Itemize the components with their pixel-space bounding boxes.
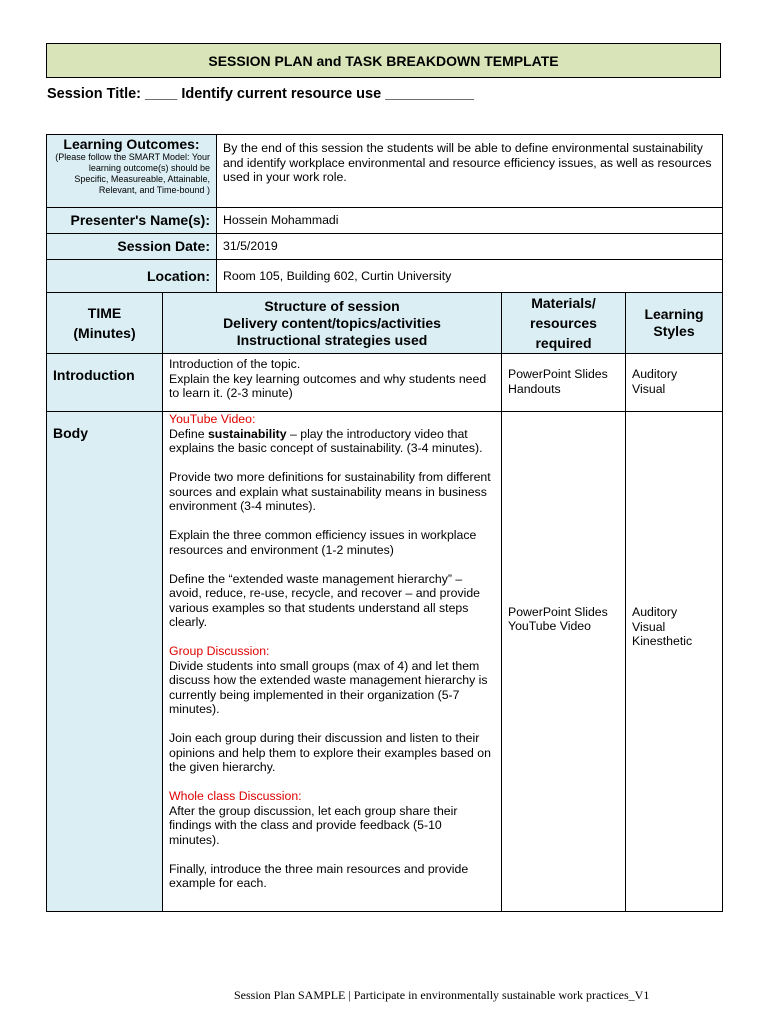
smart-model-note: (Please follow the SMART Model: Your learning outcome(s) should be Specific, Measureable, Attainable, Relevant, and Time-bound ) xyxy=(55,152,210,195)
group-discussion-heading: Group Discussion: xyxy=(169,644,270,658)
presenter-row xyxy=(47,208,723,234)
materials-header-line: Materials/ xyxy=(531,295,596,311)
presenter-label: Presenter's Name(s): xyxy=(47,208,217,234)
define-prefix: Define xyxy=(169,426,208,441)
sustainability-term: sustainability xyxy=(207,426,287,441)
styles-column-header xyxy=(626,293,723,354)
delivery-header-line: Delivery content/topics/activities xyxy=(223,314,441,331)
introduction-line-2: Explain the key learning outcomes and why students need to learn it. (2-3 minute) xyxy=(169,371,487,400)
materials-handouts: Handouts xyxy=(508,381,561,396)
learning-header-line: Learning xyxy=(644,306,704,322)
learning-outcomes-text: By the end of this session the students will be able to define environmental sustainability and identify workplace environmental and resource efficiency issues, as well as resources used in your work role. xyxy=(217,135,723,208)
youtube-video-heading: YouTube Video: xyxy=(169,412,256,426)
structure-column-header xyxy=(163,293,502,354)
presenter-value: Hossein Mohammadi xyxy=(217,208,723,234)
time-header-line: TIME xyxy=(87,304,122,321)
introduction-stage: Introduction xyxy=(47,354,163,412)
time-column-header xyxy=(47,293,163,354)
style-auditory: Auditory xyxy=(632,605,678,620)
learning-outcomes-label-cell xyxy=(47,135,217,208)
materials-column-header xyxy=(502,293,626,354)
whole-class-paragraph: After the group discussion, let each group share their findings with the class and provide feedback (5-10 minutes). xyxy=(169,803,458,847)
learning-outcomes-row xyxy=(47,135,723,208)
styles-header-line: Styles xyxy=(653,323,695,339)
learning-outcomes-label: Learning Outcomes: xyxy=(63,136,200,152)
session-date-label: Session Date: xyxy=(47,234,217,260)
structure-header-line: Structure of session xyxy=(264,297,400,314)
style-visual: Visual xyxy=(632,381,666,396)
style-kinesthetic: Kinesthetic xyxy=(632,634,693,649)
define-sustainability-paragraph xyxy=(169,427,495,456)
join-groups-paragraph: Join each group during their discussion and listen to their opinions and help them to explore their examples based on the given hierarchy. xyxy=(169,731,491,774)
style-auditory: Auditory xyxy=(632,367,678,381)
strategies-header-line: Instructional strategies used xyxy=(236,331,428,348)
location-value: Room 105, Building 602, Curtin University xyxy=(217,260,723,293)
definitions-paragraph: Provide two more definitions for sustainability from different sources and explain what sustainability means in business environment (3-4 minutes). xyxy=(169,470,491,513)
whole-class-heading: Whole class Discussion: xyxy=(169,789,302,803)
introduction-line-1: Introduction of the topic. xyxy=(169,357,301,371)
session-date-value: 31/5/2019 xyxy=(217,234,723,260)
body-stage: Body xyxy=(47,412,163,912)
location-label: Location: xyxy=(47,260,217,293)
resources-header-line: resources xyxy=(530,315,597,331)
body-materials xyxy=(502,412,626,912)
waste-hierarchy-paragraph: Define the “extended waste management hierarchy” – avoid, reduce, re-use, recycle, and recover – and provide various examples so that students understand all steps clearly. xyxy=(169,571,481,629)
document-title xyxy=(46,43,721,78)
materials-powerpoint: PowerPoint Slides xyxy=(508,604,608,619)
introduction-row xyxy=(47,354,723,412)
location-row xyxy=(47,260,723,293)
introduction-materials xyxy=(502,354,626,412)
group-discussion-paragraph: Divide students into small groups (max of 4) and let them discuss how the extended waste management hierarchy is currently being implemented in their organization (5-7 minutes). xyxy=(169,658,488,716)
column-header-row xyxy=(47,293,723,354)
session-title: Session Title: ____ Identify current resource use ___________ xyxy=(47,86,474,102)
body-content xyxy=(163,412,502,912)
session-plan-table xyxy=(46,134,723,912)
introduction-content xyxy=(163,354,502,412)
body-row xyxy=(47,412,723,912)
materials-powerpoint: PowerPoint Slides xyxy=(508,367,608,381)
define-rest: – play the introductory video that explains the basic concept of sustainability. (3-4 minutes). xyxy=(169,426,483,455)
introduction-styles xyxy=(626,354,723,412)
document-title-text: SESSION PLAN and TASK BREAKDOWN TEMPLATE xyxy=(208,52,559,69)
style-visual: Visual xyxy=(632,619,666,634)
page-footer: Session Plan SAMPLE | Participate in environmentally sustainable work practices_V1 xyxy=(234,988,650,1002)
materials-youtube: YouTube Video xyxy=(508,619,591,633)
body-styles xyxy=(626,412,723,912)
required-header-line: required xyxy=(535,335,592,351)
final-paragraph: Finally, introduce the three main resources and provide example for each. xyxy=(169,861,469,890)
efficiency-issues-paragraph: Explain the three common efficiency issues in workplace resources and environment (1-2 minutes) xyxy=(169,528,477,557)
minutes-header-line: (Minutes) xyxy=(73,324,136,341)
session-date-row xyxy=(47,234,723,260)
